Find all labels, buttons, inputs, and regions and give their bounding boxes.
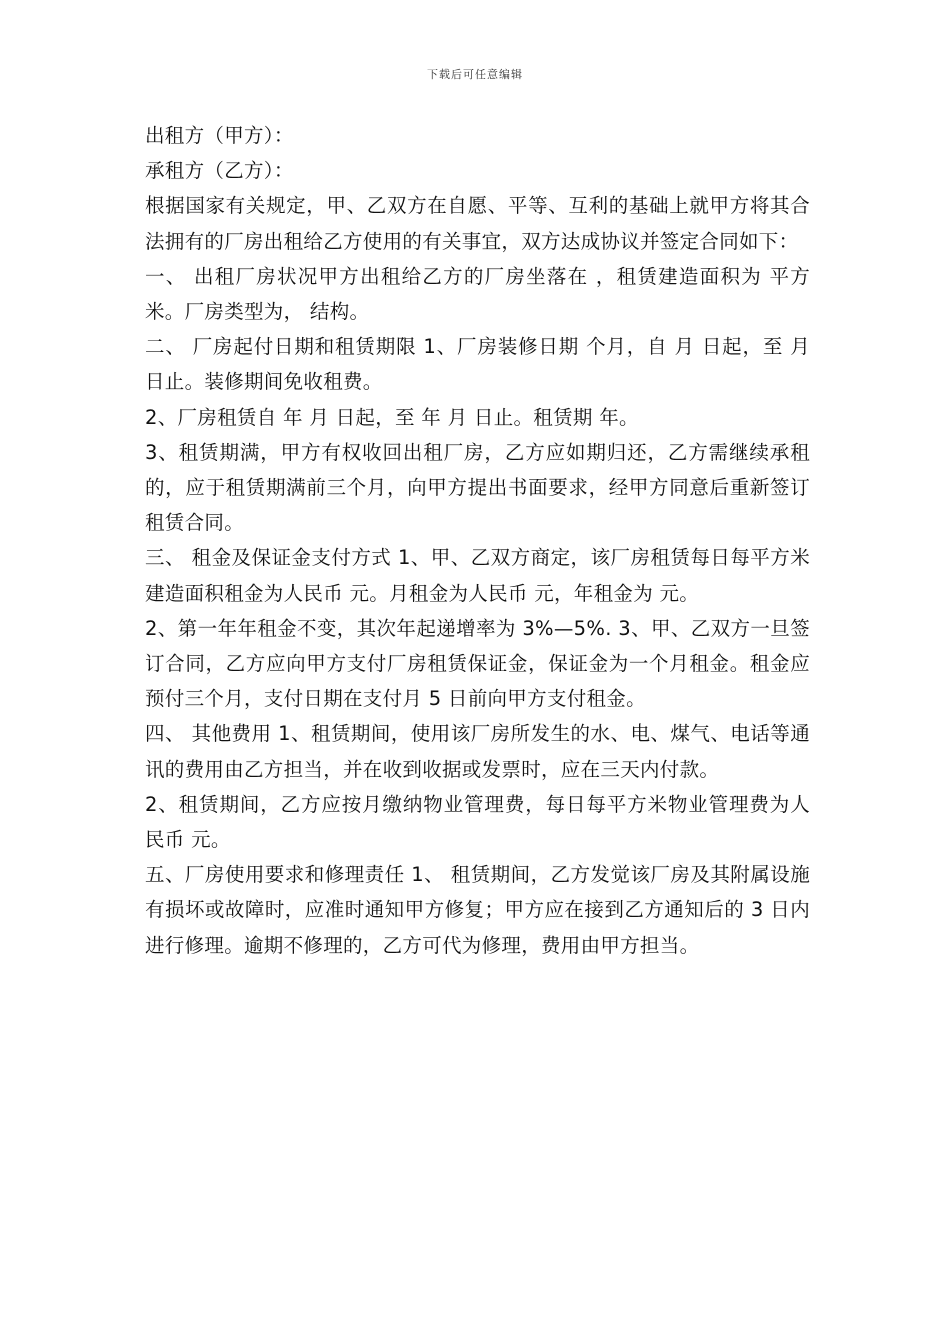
paragraph-lessor: 出租方（甲方）： — [145, 124, 294, 147]
paragraph-section-4-item-2: 2、租赁期间，乙方应按月缴纳物业管理费，每日每平方米物业管理费为人民币 元。 — [145, 792, 810, 852]
paragraph-section-2-item-3: 3、租赁期满，甲方有权收回出租厂房，乙方应如期归还，乙方需继续承租的，应于租赁期满前三个月，向甲方提出书面要求，经甲方同意后重新签订租赁合同。 — [145, 440, 810, 535]
paragraph-preamble: 根据国家有关规定，甲、乙双方在自愿、平等、互利的基础上就甲方将其合法拥有的厂房出租给乙方使用的有关事宜，双方达成协议并签定合同如下： — [145, 194, 810, 253]
paragraph-section-3: 三、 租金及保证金支付方式 1、甲、乙双方商定，该厂房租赁每日每平方米建造面积租金为人民币 元。月租金为人民币 元，年租金为 元。 — [145, 546, 810, 605]
contract-body — [145, 118, 810, 963]
paragraph-section-2-item-2: 2、厂房租赁自 年 月 日起，至 年 月 日止。租赁期 年。 — [145, 405, 639, 429]
paragraph-section-5: 五、厂房使用要求和修理责任 1、 租赁期间，乙方发觉该厂房及其附属设施有损坏或故障时，应准时通知甲方修复；甲方应在接到乙方通知后的 3 日内进行修理。逾期不修理的，乙方可代为修理，费用由甲方担当。 — [145, 863, 810, 957]
paragraph-section-4: 四、 其他费用 1、租赁期间，使用该厂房所发生的水、电、煤气、电话等通讯的费用由乙方担当，并在收到收据或发票时，应在三天内付款。 — [145, 722, 810, 781]
paragraph-section-3-item-2: 2、第一年年租金不变，其次年起递增率为 3%—5%. 3、甲、乙双方一旦签订合同，乙方应向甲方支付厂房租赁保证金，保证金为一个月租金。租金应预付三个月，支付日期在支付月 5 日前向甲方支付租金。 — [145, 616, 810, 711]
paragraph-lessee: 承租方（乙方）： — [145, 159, 294, 183]
paragraph-section-1: 一、 出租厂房状况甲方出租给乙方的厂房坐落在 ，租赁建造面积为 平方米。厂房类型为， 结构。 — [145, 264, 810, 324]
page-header: 下载后可任意编辑 — [427, 68, 523, 81]
paragraph-section-2: 二、 厂房起付日期和租赁期限 1、厂房装修日期 个月，自 月 日起，至 月 日止。装修期间免收租费。 — [145, 335, 810, 394]
